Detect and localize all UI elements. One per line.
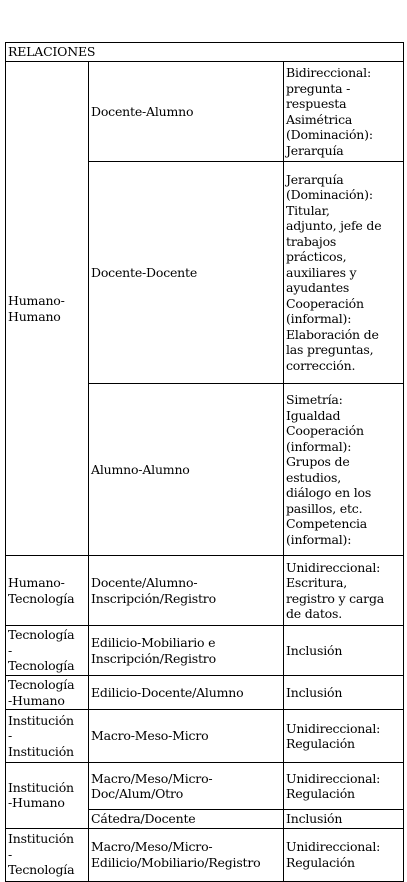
description-line: Unidireccional: xyxy=(286,839,381,854)
description-cell xyxy=(284,626,404,676)
category-line: -Humano xyxy=(8,692,65,708)
description-cell xyxy=(284,162,404,384)
relation-cell xyxy=(89,828,284,881)
description-line: las preguntas, xyxy=(286,342,374,358)
category-cell xyxy=(6,62,89,556)
description-line: (Dominación): xyxy=(286,127,373,142)
description-line: Regulación xyxy=(286,786,355,801)
category-line: Institución xyxy=(8,712,74,728)
description-line: Igualdad xyxy=(286,407,341,423)
table-row xyxy=(6,556,404,626)
relation-line: Macro-Meso-Micro xyxy=(91,728,209,744)
description-line: estudios, xyxy=(286,469,341,485)
relation-line: Docente-Alumno xyxy=(91,103,194,119)
description-cell xyxy=(284,810,404,829)
table-row xyxy=(6,626,404,676)
description-line: corrección. xyxy=(286,357,356,373)
relation-line: Edilicio-Mobiliario e xyxy=(91,635,216,650)
description-line: auxiliares y xyxy=(286,264,357,280)
category-line: - xyxy=(8,642,13,658)
description-line: Inclusión xyxy=(286,642,343,658)
description-line: adjunto, jefe de xyxy=(286,218,382,234)
relation-line: Macro/Meso/Micro- xyxy=(91,839,213,854)
description-cell xyxy=(284,384,404,556)
relation-line: Edilicio-Docente/Alumno xyxy=(91,684,244,700)
relation-line: Doc/Alum/Otro xyxy=(91,786,184,801)
category-line: Humano xyxy=(8,308,61,324)
description-line: pregunta - xyxy=(286,80,351,96)
description-line: respuesta xyxy=(286,96,347,111)
description-line: Jerarquía xyxy=(286,142,344,158)
category-cell xyxy=(6,763,89,829)
table-row xyxy=(6,763,404,810)
relation-cell xyxy=(89,763,284,810)
description-cell xyxy=(284,556,404,626)
relation-cell xyxy=(89,676,284,710)
relation-line: Inscripción/Registro xyxy=(91,590,216,606)
table-header-row xyxy=(6,43,404,62)
description-cell xyxy=(284,676,404,710)
description-line: Unidireccional: xyxy=(286,720,381,736)
description-line: (Dominación): xyxy=(286,187,373,203)
relation-line: Macro/Meso/Micro- xyxy=(91,770,213,786)
category-cell xyxy=(6,626,89,676)
description-line: Cooperación xyxy=(286,423,364,438)
description-line: Competencia xyxy=(286,516,368,531)
relation-line: Inscripción/Registro xyxy=(91,650,216,666)
table-row xyxy=(6,676,404,710)
table-row xyxy=(6,710,404,763)
table-row xyxy=(6,828,404,881)
table-title: RELACIONES xyxy=(6,43,404,62)
relation-cell xyxy=(89,62,284,162)
relations-table xyxy=(5,42,404,882)
description-line: pasillos, etc. xyxy=(286,500,363,516)
category-line: - xyxy=(8,846,13,862)
description-cell xyxy=(284,828,404,881)
category-line: Institución xyxy=(8,743,74,759)
category-line: Institución xyxy=(8,831,74,847)
category-line: Institución xyxy=(8,779,74,795)
description-line: (informal): xyxy=(286,311,352,327)
category-line: Humano- xyxy=(8,293,65,308)
relation-cell xyxy=(89,384,284,556)
description-line: Asimétrica xyxy=(286,111,353,127)
description-line: Unidireccional: xyxy=(286,559,381,575)
description-line: Cooperación xyxy=(286,295,364,311)
description-line: (informal): xyxy=(286,438,352,454)
relation-line: Cátedra/Docente xyxy=(91,811,196,826)
description-line: Regulación xyxy=(286,854,355,870)
category-cell xyxy=(6,710,89,763)
description-line: Regulación xyxy=(286,736,355,751)
relation-cell xyxy=(89,162,284,384)
table-row xyxy=(6,62,404,162)
category-cell xyxy=(6,556,89,626)
description-line: Grupos de xyxy=(286,454,350,469)
description-cell xyxy=(284,62,404,162)
category-line: Tecnología xyxy=(8,627,75,643)
description-line: Inclusión xyxy=(286,811,343,826)
category-line: Humano- xyxy=(8,575,65,590)
relation-line: Alumno-Alumno xyxy=(91,461,190,477)
category-line: Tecnología xyxy=(8,677,75,692)
relation-cell xyxy=(89,710,284,763)
category-line: Tecnología xyxy=(8,862,75,878)
description-line: Jerarquía xyxy=(286,171,344,187)
category-line: -Humano xyxy=(8,795,65,811)
description-line: registro y carga xyxy=(286,590,385,606)
relation-line: Docente-Docente xyxy=(91,264,198,280)
description-line: Elaboración de xyxy=(286,326,379,342)
category-line: Tecnología xyxy=(8,590,75,606)
category-cell xyxy=(6,676,89,710)
description-line: Inclusión xyxy=(286,684,343,700)
relation-cell xyxy=(89,556,284,626)
category-line: - xyxy=(8,728,13,744)
relation-cell xyxy=(89,626,284,676)
description-cell xyxy=(284,710,404,763)
description-line: prácticos, xyxy=(286,249,347,265)
description-cell xyxy=(284,763,404,810)
relation-cell xyxy=(89,810,284,829)
relation-line: Docente/Alumno- xyxy=(91,575,198,590)
description-line: trabajos xyxy=(286,233,337,249)
description-line: de datos. xyxy=(286,606,342,621)
description-line: diálogo en los xyxy=(286,485,372,500)
description-line: Unidireccional: xyxy=(286,770,381,786)
description-line: (informal): xyxy=(286,531,352,547)
description-line: Titular, xyxy=(286,202,330,218)
description-line: ayudantes xyxy=(286,280,350,296)
description-line: Escritura, xyxy=(286,575,347,590)
description-line: Simetría: xyxy=(286,392,343,407)
category-line: Tecnología xyxy=(8,658,75,674)
relations-table-body xyxy=(6,43,404,882)
description-line: Bidireccional: xyxy=(286,65,371,80)
category-cell xyxy=(6,828,89,881)
relation-line: Edilicio/Mobiliario/Registro xyxy=(91,854,261,870)
